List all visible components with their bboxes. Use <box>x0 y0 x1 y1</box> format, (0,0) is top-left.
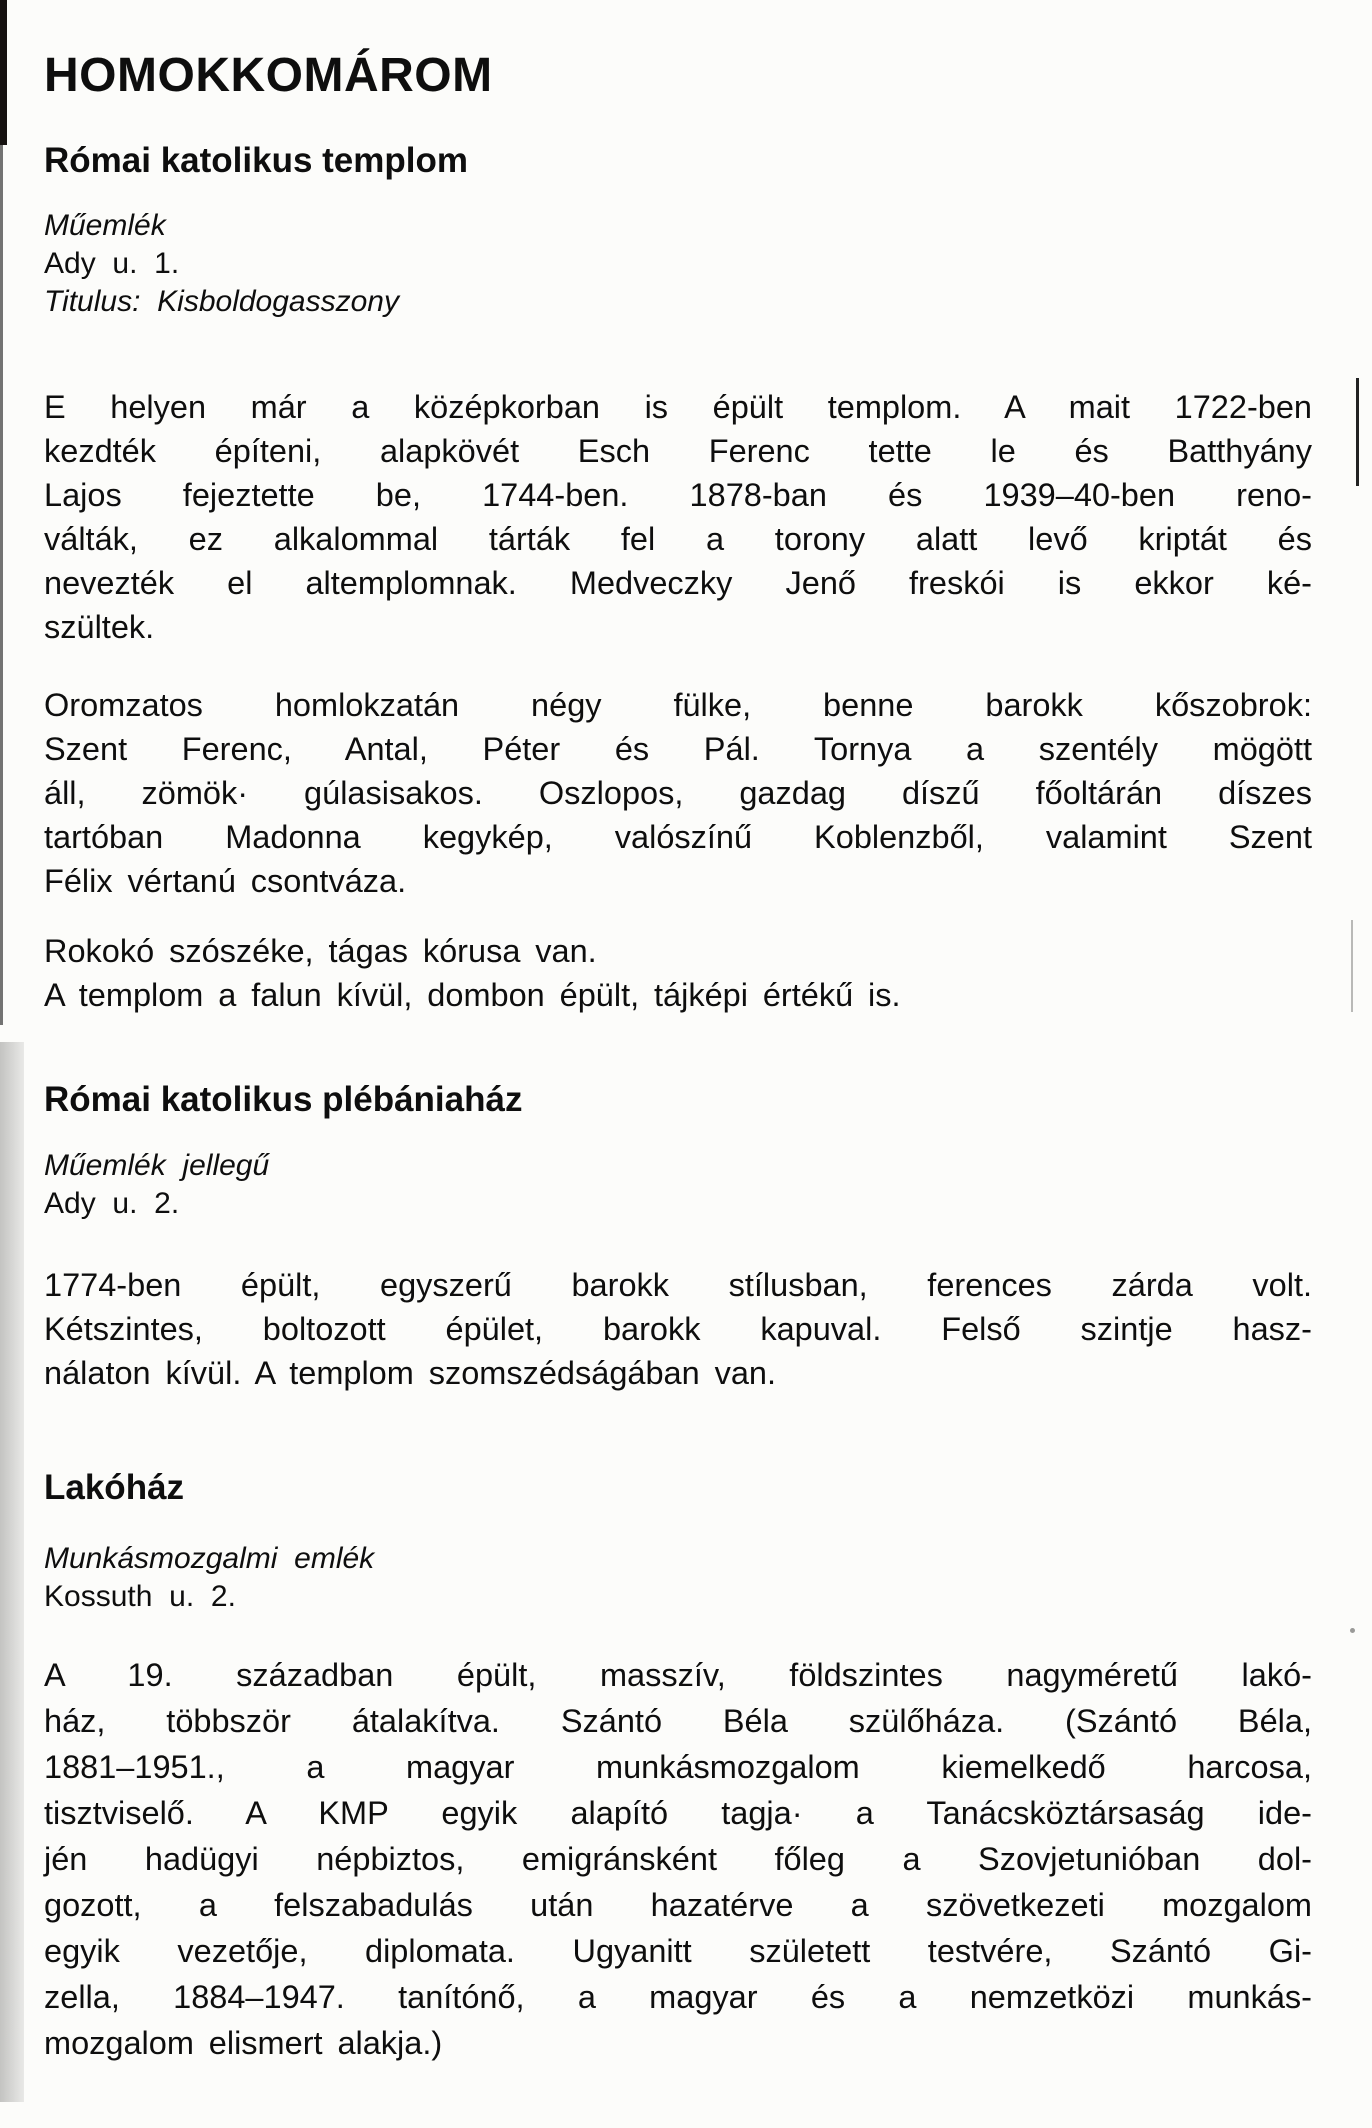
body-line: A 19. században épült, masszív, földszintes nagyméretű lakó- <box>44 1656 1312 1693</box>
page-content <box>44 0 1312 2066</box>
section-romai-katolikus-plebaniahaz <box>44 1081 1312 1396</box>
meta-address: Kossuth u. 2. <box>44 1579 236 1613</box>
section-heading: Lakóház <box>44 1468 185 1507</box>
body-line: Oromzatos homlokzatán négy fülke, benne barokk kőszobrok: <box>44 686 1312 723</box>
body-line: nevezték el altemplomnak. Medveczky Jenő freskói is ekkor ké- <box>44 564 1312 601</box>
page-title: HOMOKKOMÁROM <box>44 49 493 102</box>
body-line: A templom a falun kívül, dombon épült, tájképi értékű is. <box>44 976 901 1013</box>
body-line: egyik vezetője, diplomata. Ugyanitt született testvére, Szántó Gi- <box>44 1932 1312 1969</box>
body-line: szültek. <box>44 608 155 645</box>
paragraph-description <box>44 1263 1312 1395</box>
scan-artifact-right-edge-dot <box>1350 1628 1355 1633</box>
body-line: gozott, a felszabadulás után hazatérve a szövetkezeti mozgalom <box>44 1886 1312 1923</box>
body-line: kezdték építeni, alapkövét Esch Ferenc tette le és Batthyány <box>44 432 1312 469</box>
body-line: Félix vértanú csontváza. <box>44 862 407 899</box>
body-line: zella, 1884–1947. tanítónő, a magyar és a nemzetközi munkás- <box>44 1978 1312 2015</box>
meta-designation: Munkásmozgalmi emlék <box>44 1541 375 1575</box>
body-line: tisztviselő. A KMP egyik alapító tagja· a Tanácsköztársaság ide- <box>44 1794 1312 1831</box>
paragraph-history <box>44 385 1312 649</box>
body-line: Rokokó szószéke, tágas kórusa van. <box>44 932 597 969</box>
body-line: Lajos fejeztette be, 1744-ben. 1878-ban és 1939–40-ben reno- <box>44 476 1312 513</box>
scan-artifact-left-edge-line <box>0 145 3 1025</box>
section-heading: Római katolikus templom <box>44 141 468 180</box>
monument-meta-block <box>44 1147 1312 1223</box>
body-line: E helyen már a középkorban is épült templom. A mait 1722-ben <box>44 388 1312 425</box>
body-line: Kétszintes, boltozott épület, barokk kapuval. Felső szintje hasz- <box>44 1311 1312 1347</box>
scan-artifact-right-edge-faint-line <box>1351 920 1353 1012</box>
body-line: mozgalom elismert alakja.) <box>44 2024 443 2061</box>
section-heading: Római katolikus plébániaház <box>44 1079 523 1119</box>
body-line: ház, többször átalakítva. Szántó Béla szülőháza. (Szántó Béla, <box>44 1702 1312 1739</box>
body-line: nálaton kívül. A templom szomszédságában van. <box>44 1355 777 1391</box>
monument-meta-block <box>44 207 1312 321</box>
meta-titulus: Titulus: Kisboldogasszony <box>44 284 399 318</box>
body-line: jén hadügyi népbiztos, emigránsként főleg a Szovjetunióban dol- <box>44 1840 1312 1877</box>
body-line: 1774-ben épült, egyszerű barokk stílusban, ferences zárda volt. <box>44 1267 1312 1303</box>
body-line: 1881–1951., a magyar munkásmozgalom kiemelkedő harcosa, <box>44 1748 1312 1785</box>
body-line: válták, ez alkalommal tárták fel a torony alatt levő kriptát és <box>44 520 1312 557</box>
monument-meta-block <box>44 1540 1312 1616</box>
paragraph-notes <box>44 929 1312 1017</box>
paragraph-description <box>44 683 1312 903</box>
meta-address: Ady u. 2. <box>44 1187 180 1220</box>
scan-artifact-right-edge-dash <box>1356 378 1359 486</box>
scan-artifact-left-fold-shadow <box>0 1042 24 2102</box>
paragraph-biography <box>44 1652 1312 2066</box>
meta-designation: Műemlék <box>44 208 166 242</box>
scan-artifact-left-edge-black <box>0 0 7 145</box>
meta-designation: Műemlék jellegű <box>44 1149 270 1182</box>
section-lakohaz <box>44 1469 1312 2066</box>
meta-address: Ady u. 1. <box>44 246 180 280</box>
body-line: áll, zömök· gúlasisakos. Oszlopos, gazdag díszű főoltárán díszes <box>44 774 1312 811</box>
body-line: tartóban Madonna kegykép, valószínű Koblenzből, valamint Szent <box>44 818 1312 855</box>
section-romai-katolikus-templom <box>44 142 1312 1017</box>
body-line: Szent Ferenc, Antal, Péter és Pál. Tornya a szentély mögött <box>44 730 1312 767</box>
